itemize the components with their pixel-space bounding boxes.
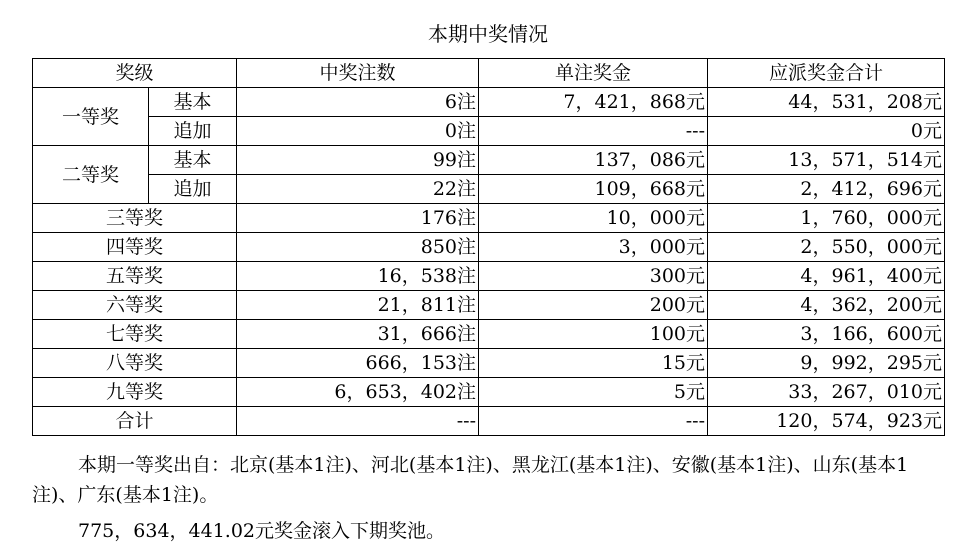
- prize-level: 一等奖: [33, 88, 149, 146]
- header-unit-prize: 单注奖金: [479, 59, 708, 88]
- prize-sublevel: 基本: [149, 88, 237, 117]
- total-prize: 33，267，010元: [708, 378, 945, 407]
- winner-count: 6注: [237, 88, 479, 117]
- total-prize: 9，992，295元: [708, 349, 945, 378]
- prize-sublevel: 追加: [149, 175, 237, 204]
- table-row: [33, 175, 945, 204]
- unit-prize: ---: [479, 117, 708, 146]
- prize-level: 五等奖: [33, 262, 237, 291]
- table-row: [33, 320, 945, 349]
- winner-count: 850注: [237, 233, 479, 262]
- grand-total-prize: 120，574，923元: [708, 407, 945, 436]
- unit-prize: 300元: [479, 262, 708, 291]
- table-row: [33, 233, 945, 262]
- table-row: [33, 291, 945, 320]
- page-title: 本期中奖情况: [428, 22, 548, 46]
- table-row: [33, 349, 945, 378]
- unit-prize: 137，086元: [479, 146, 708, 175]
- unit-prize: 5元: [479, 378, 708, 407]
- unit-prize: 200元: [479, 291, 708, 320]
- total-prize: 44，531，208元: [708, 88, 945, 117]
- table-header-row: [33, 59, 945, 88]
- total-prize: 1，760，000元: [708, 204, 945, 233]
- prize-level: 二等奖: [33, 146, 149, 204]
- winner-count: 99注: [237, 146, 479, 175]
- unit-prize: 100元: [479, 320, 708, 349]
- table-row: [33, 204, 945, 233]
- total-prize: 0元: [708, 117, 945, 146]
- prize-level: 四等奖: [33, 233, 237, 262]
- first-prize-origin-note: 本期一等奖出自：北京(基本1注)、河北(基本1注)、黑龙江(基本1注)、安徽(基本1注)、山东(基本1注)、广东(基本1注)。: [32, 454, 909, 506]
- winner-count: 21，811注: [237, 291, 479, 320]
- jackpot-rollover-note: 775，634，441.02元奖金滚入下期奖池。: [78, 520, 446, 542]
- prize-level: 六等奖: [33, 291, 237, 320]
- header-total-prize: 应派奖金合计: [708, 59, 945, 88]
- unit-prize: 3，000元: [479, 233, 708, 262]
- unit-prize: 109，668元: [479, 175, 708, 204]
- total-prize: 3，166，600元: [708, 320, 945, 349]
- unit-prize: 15元: [479, 349, 708, 378]
- total-prize: 4，961，400元: [708, 262, 945, 291]
- prize-level: 九等奖: [33, 378, 237, 407]
- winner-count: 16，538注: [237, 262, 479, 291]
- total-prize: 4，362，200元: [708, 291, 945, 320]
- table-row: [33, 117, 945, 146]
- table-row: [33, 146, 945, 175]
- total-prize: 13，571，514元: [708, 146, 945, 175]
- winner-count: ---: [237, 407, 479, 436]
- total-label: 合计: [33, 407, 237, 436]
- table-row: [33, 378, 945, 407]
- table-row: [33, 262, 945, 291]
- prize-level: 三等奖: [33, 204, 237, 233]
- total-prize: 2，412，696元: [708, 175, 945, 204]
- unit-prize: 7，421，868元: [479, 88, 708, 117]
- winner-count: 6，653，402注: [237, 378, 479, 407]
- header-count: 中奖注数: [237, 59, 479, 88]
- prize-level: 七等奖: [33, 320, 237, 349]
- winner-count: 22注: [237, 175, 479, 204]
- winner-count: 0注: [237, 117, 479, 146]
- winner-count: 31，666注: [237, 320, 479, 349]
- winner-count: 176注: [237, 204, 479, 233]
- total-prize: 2，550，000元: [708, 233, 945, 262]
- prize-level: 八等奖: [33, 349, 237, 378]
- prize-table: [32, 58, 945, 436]
- unit-prize: ---: [479, 407, 708, 436]
- prize-sublevel: 追加: [149, 117, 237, 146]
- header-level: 奖级: [33, 59, 237, 88]
- total-row: [33, 407, 945, 436]
- table-row: [33, 88, 945, 117]
- unit-prize: 10，000元: [479, 204, 708, 233]
- winner-count: 666，153注: [237, 349, 479, 378]
- prize-sublevel: 基本: [149, 146, 237, 175]
